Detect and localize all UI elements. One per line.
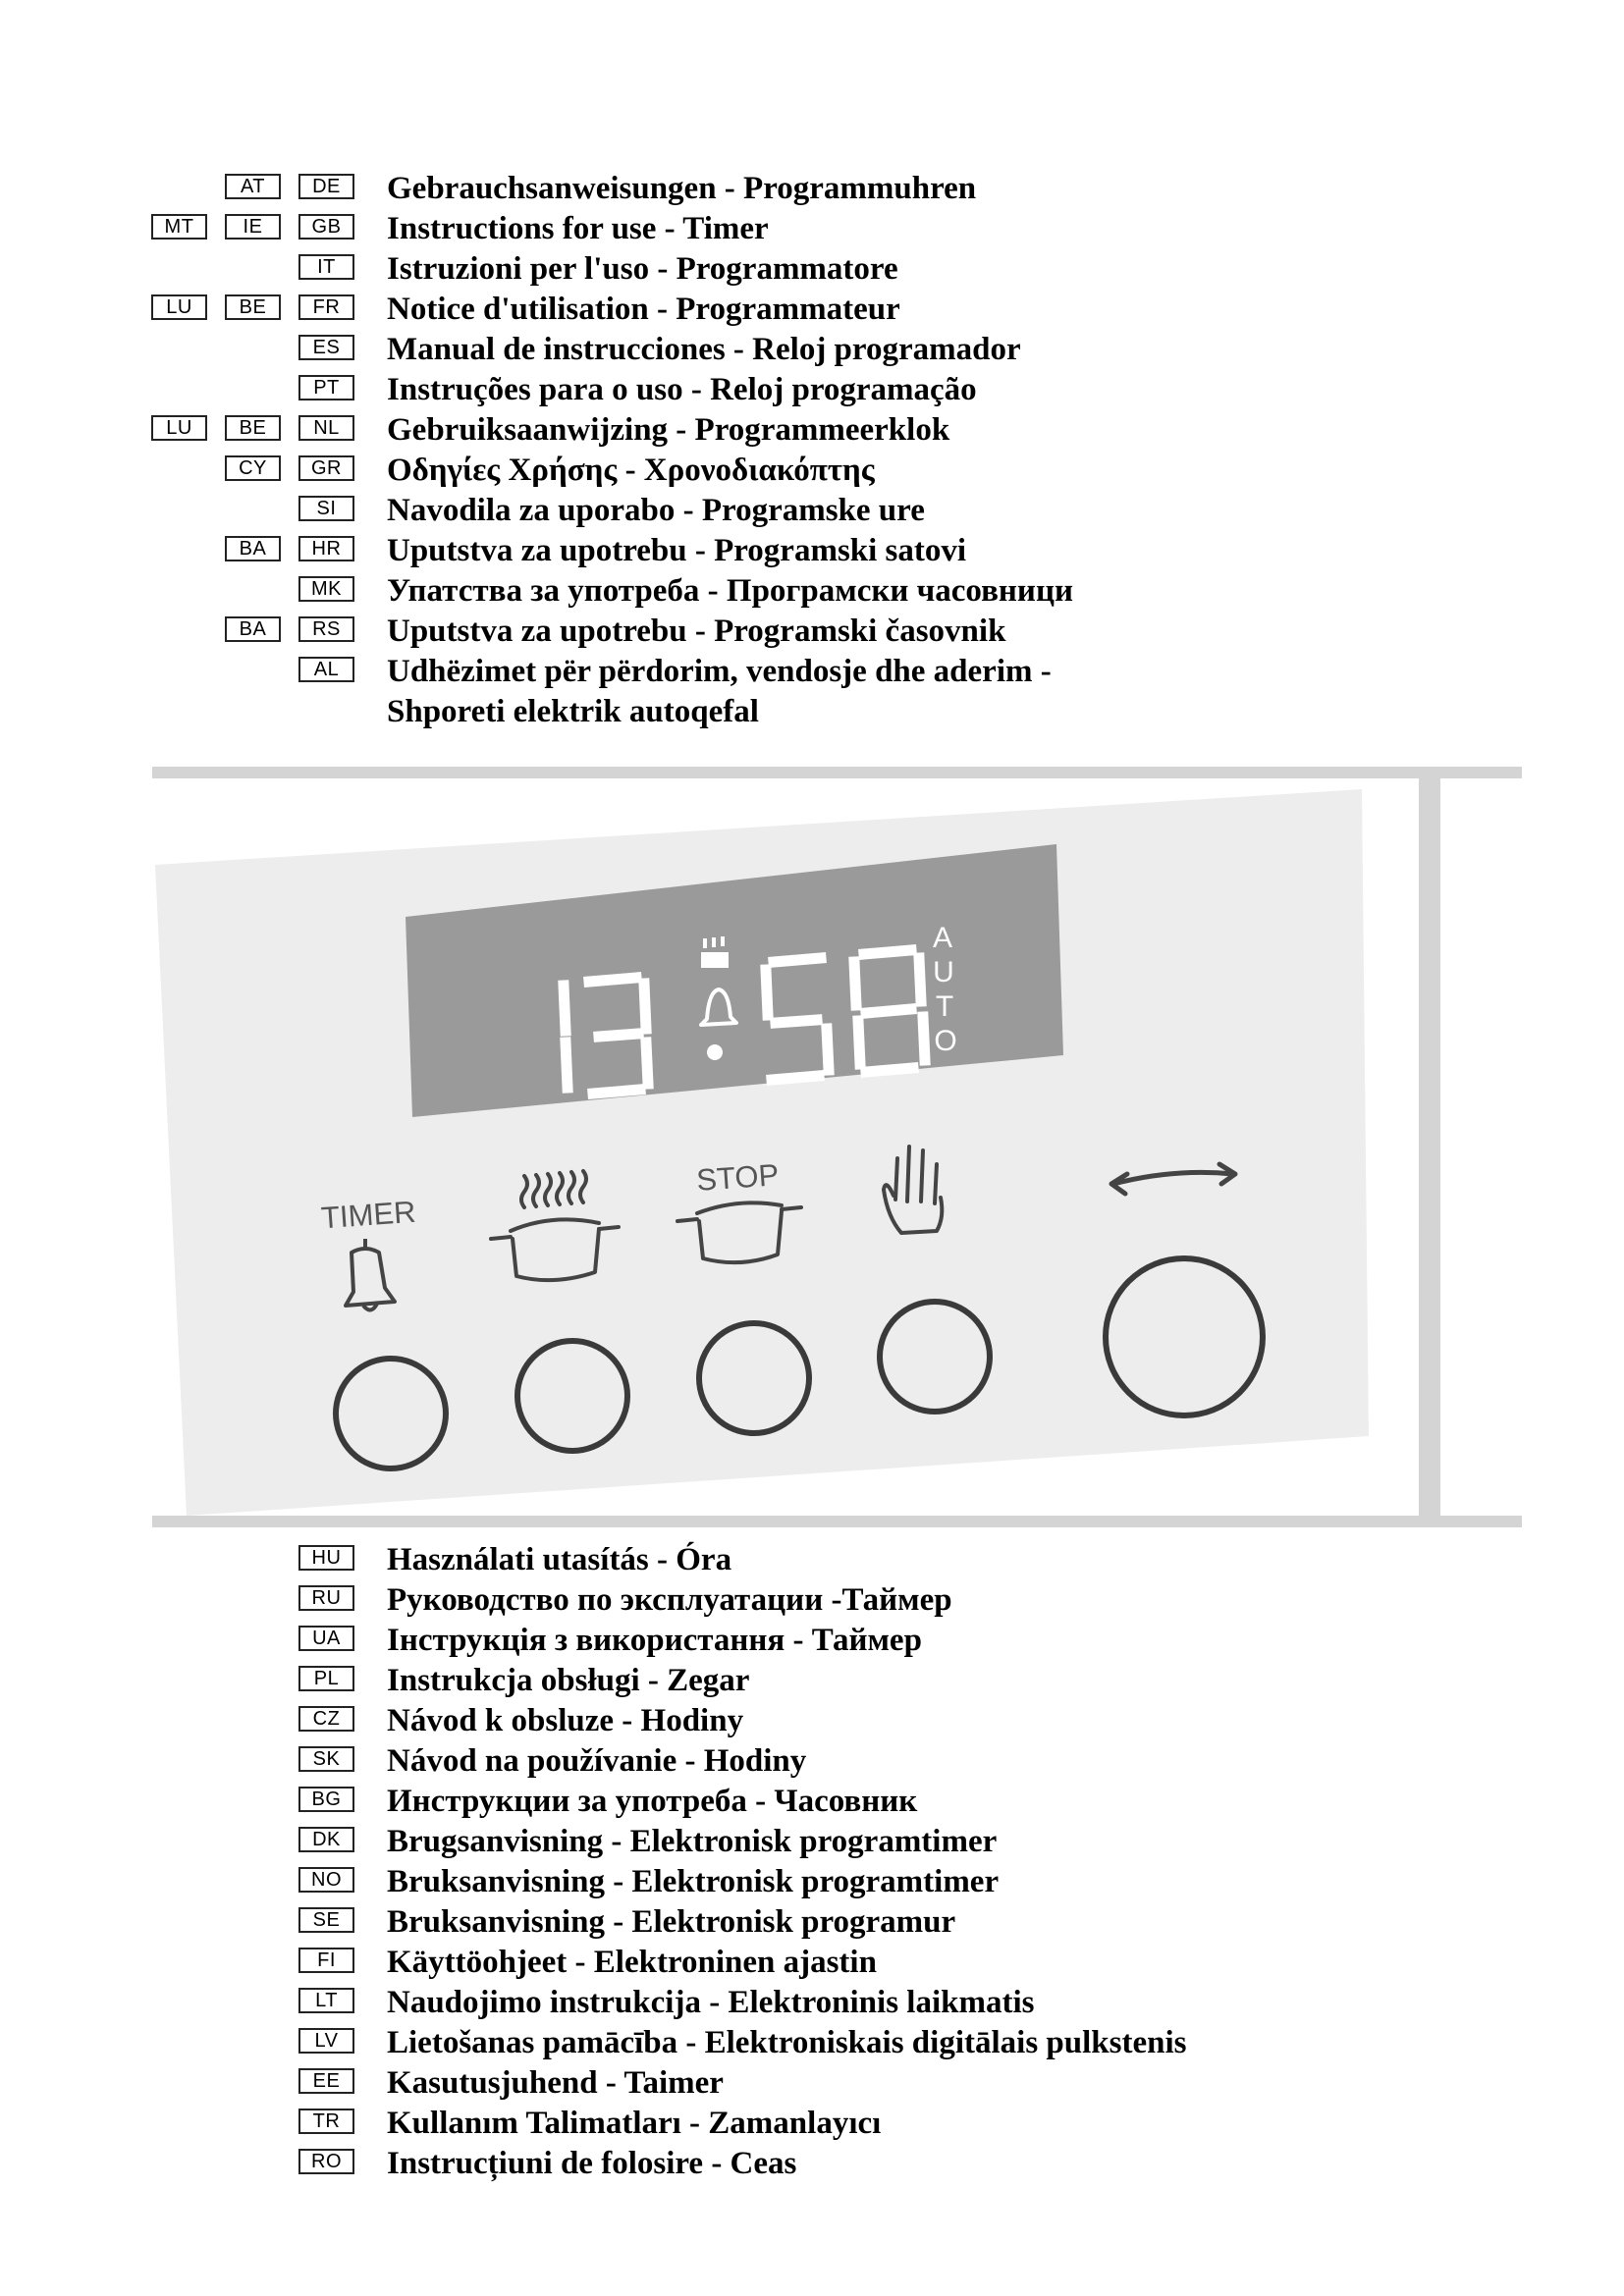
language-title: Návod k obsluze - Hodiny xyxy=(387,1703,744,1738)
country-code: PT xyxy=(298,375,354,400)
timer-label: TIMER xyxy=(319,1194,417,1236)
language-title: Uputstva za upotrebu - Programski časovnik xyxy=(387,614,1006,649)
language-row xyxy=(0,1622,1624,1662)
country-code: HU xyxy=(298,1545,354,1571)
country-code: ES xyxy=(298,335,354,360)
language-title: Udhëzimet për përdorim, vendosje dhe aderim - xyxy=(387,654,1052,689)
language-row xyxy=(0,1541,1624,1581)
country-code: LT xyxy=(298,1988,354,2013)
language-row xyxy=(0,1903,1624,1944)
country-code: SI xyxy=(298,496,354,521)
country-code: NO xyxy=(298,1867,354,1893)
language-title: Shporeti elektrik autoqefal xyxy=(387,694,759,729)
country-code: EE xyxy=(298,2068,354,2094)
country-codes xyxy=(0,2024,358,2064)
country-code: FI xyxy=(298,1948,354,1973)
language-title: Használati utasítás - Óra xyxy=(387,1542,732,1577)
language-row xyxy=(0,1702,1624,1742)
country-codes xyxy=(0,2064,358,2105)
country-code: AT xyxy=(225,174,281,199)
country-code: CZ xyxy=(298,1706,354,1732)
country-code: BE xyxy=(225,415,281,441)
language-title: Instructions for use - Timer xyxy=(387,211,769,246)
auto-letter: U xyxy=(933,956,954,988)
country-code: TR xyxy=(298,2109,354,2134)
language-title: Instrucțiuni de folosire - Ceas xyxy=(387,2146,797,2181)
country-codes xyxy=(0,1742,358,1783)
language-row xyxy=(0,1662,1624,1702)
language-title: Notice d'utilisation - Programmateur xyxy=(387,292,900,327)
language-title: Manual de instrucciones - Reloj programador xyxy=(387,332,1021,367)
country-codes xyxy=(0,1783,358,1823)
pot-indicator-icon xyxy=(701,936,729,968)
language-row xyxy=(0,1581,1624,1622)
language-title: Руководство по эксплуатации -Таймер xyxy=(387,1582,952,1618)
language-row xyxy=(0,1783,1624,1823)
language-row xyxy=(0,2105,1624,2145)
language-title: Navodila za uporabo - Programske ure xyxy=(387,493,925,528)
language-title: Упатства за употреба - Програмски часовници xyxy=(387,573,1073,609)
country-codes xyxy=(0,1823,358,1863)
auto-letter: A xyxy=(932,922,953,954)
country-codes xyxy=(0,1903,358,1944)
language-row xyxy=(0,1984,1624,2024)
country-code: BG xyxy=(298,1787,354,1812)
country-code: DE xyxy=(298,174,354,199)
country-code: FR xyxy=(298,294,354,320)
language-title: Návod na používanie - Hodiny xyxy=(387,1743,807,1779)
language-title: Brugsanvisning - Elektronisk programtimer xyxy=(387,1824,998,1859)
country-codes xyxy=(0,1662,358,1702)
country-codes xyxy=(0,2145,358,2185)
language-row xyxy=(0,1944,1624,1984)
language-title: Kasutusjuhend - Taimer xyxy=(387,2065,724,2101)
country-code: CY xyxy=(225,455,281,481)
language-title: Instrukcja obsługi - Zegar xyxy=(387,1663,750,1698)
auto-letter: T xyxy=(935,990,954,1023)
country-code: RU xyxy=(298,1585,354,1611)
language-row xyxy=(0,2024,1624,2064)
language-title: Käyttöohjeet - Elektroninen ajastin xyxy=(387,1945,877,1980)
language-title: Gebruiksaanwijzing - Programmeerklok xyxy=(387,412,950,448)
language-title: Kullanım Talimatları - Zamanlayıcı xyxy=(387,2106,882,2141)
country-code: SK xyxy=(298,1746,354,1772)
country-code: NL xyxy=(298,415,354,441)
country-code: BA xyxy=(225,536,281,561)
language-title: Gebrauchsanweisungen - Programmuhren xyxy=(387,171,977,206)
country-codes xyxy=(0,1984,358,2024)
country-codes xyxy=(0,1702,358,1742)
language-title: Инструкции за употреба - Часовник xyxy=(387,1784,918,1819)
country-code: RS xyxy=(298,616,354,642)
language-row xyxy=(0,1742,1624,1783)
country-code: IE xyxy=(225,214,281,240)
language-title: Uputstva za upotrebu - Programski satovi xyxy=(387,533,967,568)
country-code: MK xyxy=(298,576,354,602)
country-code: UA xyxy=(298,1626,354,1651)
language-row xyxy=(0,1863,1624,1903)
country-code: BA xyxy=(225,616,281,642)
country-codes xyxy=(0,1622,358,1662)
country-code: PL xyxy=(298,1666,354,1691)
country-code: LU xyxy=(151,415,207,441)
country-code: GR xyxy=(298,455,354,481)
language-title: Bruksanvisning - Elektronisk programtimer xyxy=(387,1864,1000,1899)
country-code: LV xyxy=(298,2028,354,2054)
language-title: Instruções para o uso - Reloj programação xyxy=(387,372,977,407)
country-codes xyxy=(0,2105,358,2145)
country-codes xyxy=(0,1863,358,1903)
country-code: IT xyxy=(298,254,354,280)
country-code: AL xyxy=(298,657,354,682)
country-code: GB xyxy=(298,214,354,240)
language-title: Naudojimo instrukcija - Elektroninis laikmatis xyxy=(387,1985,1035,2020)
country-codes xyxy=(0,1541,358,1581)
country-code: MT xyxy=(151,214,207,240)
country-codes xyxy=(0,1581,358,1622)
language-title: Istruzioni per l'uso - Programmatore xyxy=(387,251,898,287)
country-code: RO xyxy=(298,2149,354,2174)
country-code: SE xyxy=(298,1907,354,1933)
language-row xyxy=(0,1823,1624,1863)
lcd-colon-dot xyxy=(707,1044,723,1060)
language-title: Οδηγίες Χρήσης - Χρονοδιακόπτης xyxy=(387,453,875,488)
country-code: HR xyxy=(298,536,354,561)
country-code: LU xyxy=(151,294,207,320)
country-code: DK xyxy=(298,1827,354,1852)
language-row xyxy=(0,2064,1624,2105)
country-codes xyxy=(0,1944,358,1984)
language-title: Lietošanas pamācība - Elektroniskais digitālais pulkstenis xyxy=(387,2025,1187,2060)
language-row xyxy=(0,2145,1624,2185)
language-title: Bruksanvisning - Elektronisk programur xyxy=(387,1904,956,1940)
stop-label: STOP xyxy=(695,1157,781,1198)
language-title: Інструкція з використання - Таймер xyxy=(387,1623,922,1658)
bottom-language-list xyxy=(0,1541,1624,2185)
country-code: BE xyxy=(225,294,281,320)
auto-letter: O xyxy=(934,1025,957,1057)
